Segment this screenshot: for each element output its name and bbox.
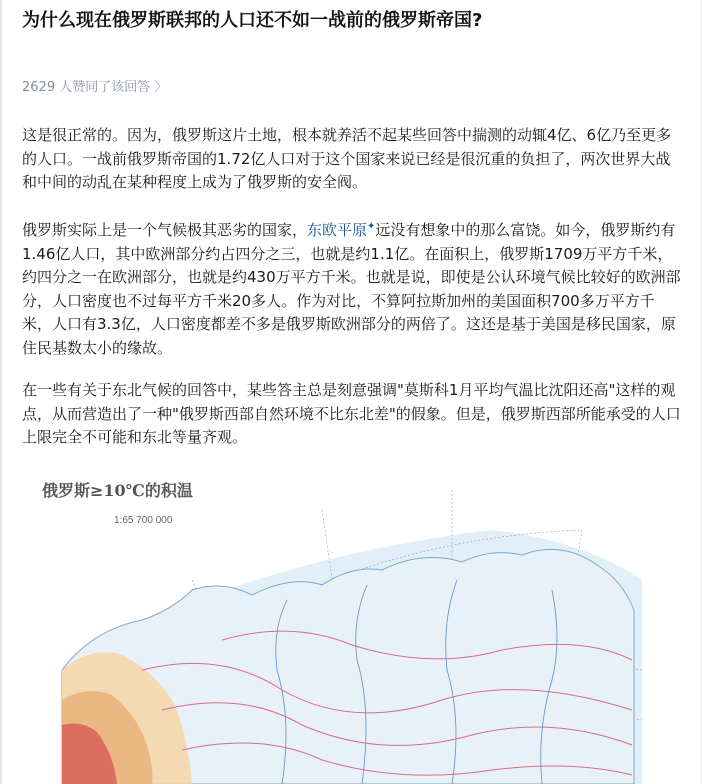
- question-title[interactable]: 为什么现在俄罗斯联邦的人口还不如一战前的俄罗斯帝国?: [22, 10, 483, 31]
- vote-count-link[interactable]: [22, 78, 167, 98]
- map-image: [22, 470, 642, 784]
- paragraph-2-text-start: 俄罗斯实际上是一个气候极其恶劣的国家，: [22, 221, 308, 239]
- vote-count-text: 2629 人赞同了该回答: [22, 80, 151, 95]
- russia-temperature-map[interactable]: [22, 470, 642, 784]
- left-border: [0, 0, 2, 784]
- answer-paragraph-2: [22, 215, 682, 360]
- east-european-plain-link[interactable]: 东欧平原: [307, 221, 368, 239]
- paragraph-2-text-end: 远没有想象中的那么富饶。如今，俄罗斯约有1.46亿人口，其中欧洲部分约占四分之三，也就是约1.1亿。在面积上，俄罗斯1709万平方千米，约四分之一在欧洲部分，也就是约430万平方千米。也就是说，即使是公认环境气候比较好的欧洲部分，人口密度也不过每平方千米20多人。作为对比，不算阿拉斯加州的美国面积700多万平方千米，人口有3.3亿，人口密度都差不多是俄罗斯欧洲部分的两倍了。这还是基于美国是移民国家，原住民基数太小的缘故。: [22, 221, 681, 357]
- answer-paragraph-1: 这是很正常的。因为，俄罗斯这片土地，根本就养活不起某些回答中揣测的动辄4亿、6亿乃至更多的人口。一战前俄罗斯帝国的1.72亿人口对于这个国家来说已经是很沉重的负担了，两次世界大战和中间的动乱在某种程度上成为了俄罗斯的安全阀。: [22, 126, 672, 191]
- chevron-right-icon: 〉: [154, 80, 168, 95]
- answer-paragraph-3: 在一些有关于东北气候的回答中，某些答主总是刻意强调"莫斯科1月平均气温比沈阳还高"这样的观点，从而营造出了一种"俄罗斯西部自然环境不比东北差"的假象。但是，俄罗斯西部所能承受的人口上限完全不可能和东北等量齐观。: [22, 381, 681, 446]
- map-scale: 1:65 700 000: [114, 515, 173, 526]
- map-title: 俄罗斯≥10℃的积温: [42, 481, 193, 500]
- link-sparkle-icon: ✦: [367, 221, 376, 232]
